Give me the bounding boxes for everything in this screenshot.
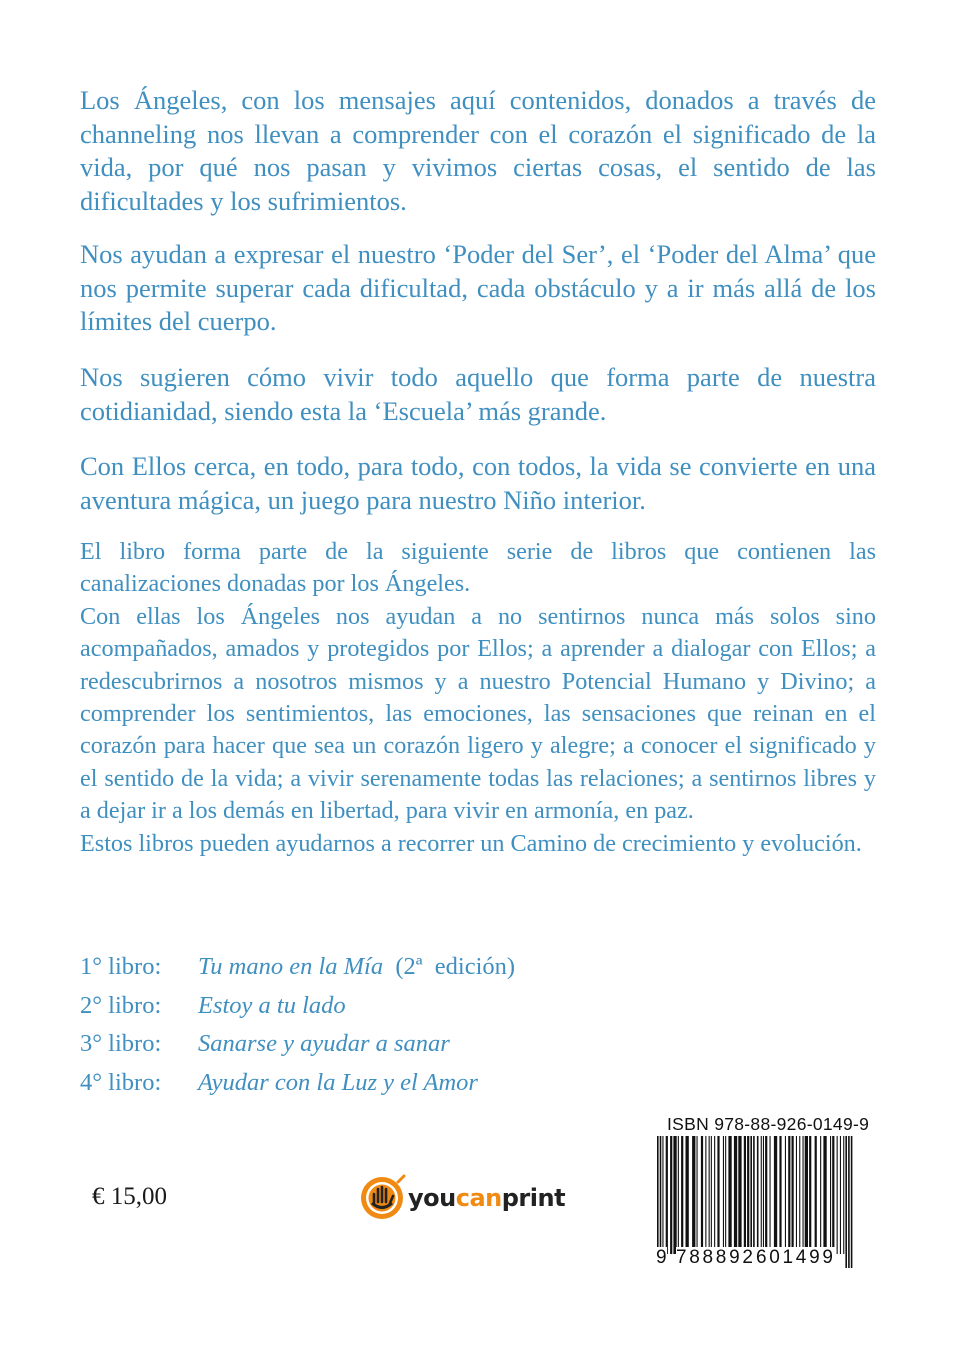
series-item-title: Tu mano en la Mía	[198, 953, 384, 980]
series-item-number: 4° libro:	[80, 1069, 162, 1097]
barcode-bar	[792, 1136, 794, 1254]
barcode-bar	[761, 1136, 762, 1254]
barcode-bar	[763, 1136, 764, 1254]
adventure-paragraph: Con Ellos cerca, en todo, para todo, con todos, la vida se convierte en una aventura mágica, un juego para nuestro Niño interior.	[80, 451, 876, 515]
barcode-bar	[840, 1136, 841, 1254]
publisher-name	[408, 1184, 565, 1212]
barcode-bar	[670, 1136, 672, 1254]
barcode-bar	[705, 1136, 706, 1254]
series-closing-text: Estos libros pueden ayudarnos a recorrer un Camino de crecimiento y evolución.	[80, 829, 862, 857]
barcode-bar	[725, 1136, 726, 1254]
barcode-bar	[666, 1136, 668, 1254]
barcode-bar	[692, 1136, 695, 1254]
barcode-bar	[774, 1136, 777, 1254]
barcode-left-digits: 788892	[676, 1247, 756, 1268]
barcode-bar	[697, 1136, 698, 1254]
publisher-logo	[358, 1174, 565, 1222]
barcode-bar	[851, 1136, 853, 1268]
barcode-bar	[788, 1136, 790, 1254]
barcode-bar	[799, 1136, 800, 1254]
series-item-title: Estoy a tu lado	[198, 991, 346, 1019]
publisher-name-prefix: you	[408, 1184, 456, 1212]
series-item	[80, 1064, 515, 1103]
series-item-number: 3° libro:	[80, 1030, 162, 1058]
series-description	[80, 536, 876, 860]
barcode-bar	[803, 1136, 804, 1254]
barcode-bar	[681, 1136, 683, 1254]
barcode-bar	[815, 1136, 817, 1254]
barcode-bar	[848, 1136, 850, 1268]
series-item-title: Sanarse y ayudar a sanar	[198, 1030, 450, 1058]
series-item-number: 2° libro:	[80, 991, 162, 1019]
barcode-bar	[747, 1136, 749, 1254]
barcode-right-digits: 601499	[756, 1247, 836, 1268]
barcode-bar	[765, 1136, 767, 1254]
barcode-bar	[717, 1136, 719, 1254]
barcode-bar	[673, 1136, 676, 1254]
intro-paragraph: Los Ángeles, con los mensajes aquí contenidos, donados a través de channeling nos llevan a comprender con el corazón el significado de la vida, por qué nos pasan y vivimos ciertas cosas, el sentido de las dificultades y los sufrimientos.	[80, 85, 876, 216]
barcode-bar	[728, 1136, 731, 1254]
series-item-edition: (2ª edición)	[383, 953, 516, 980]
barcode-bar	[843, 1136, 844, 1254]
book-series-list	[80, 948, 515, 1103]
price-label: € 15,00	[92, 1183, 167, 1210]
series-benefits-text: Con ellas los Ángeles nos ayudan a no sentirnos nunca más solos sino acompañados, amados y protegidos por Ellos; a aprender a dialogar con Ellos; a redescubrirnos a nosotros mismos y a nuestro Potencial Humano y Divino; a comprender los sentimientos, las emociones, las sensaciones que reinan en el corazón para hacer que sea un corazón ligero y alegre; a conocer el significado y el sentido de la vida; a vivir serenamente todas las relaciones; a sentirnos libres y a dejar ir a los demás en libertad, para vivir en armonía, en paz.	[80, 602, 876, 825]
isbn-label: ISBN 978-88-926-0149-9	[667, 1114, 870, 1134]
barcode-bar	[845, 1136, 847, 1268]
barcode-bar	[805, 1136, 808, 1254]
barcode-bar	[711, 1136, 712, 1254]
barcode-bar	[662, 1136, 663, 1254]
barcode-bar	[734, 1136, 737, 1254]
series-item	[80, 1025, 515, 1064]
barcode-bar	[830, 1136, 831, 1254]
series-item	[80, 948, 515, 987]
barcode-bar	[709, 1136, 710, 1254]
series-item-number: 1° libro:	[80, 953, 162, 980]
barcode-bar	[809, 1136, 811, 1254]
barcode-bar	[823, 1136, 826, 1254]
power-paragraph: Nos ayudan a expresar el nuestro ‘Poder del Ser’, el ‘Poder del Alma’ que nos permite superar cada dificultad, cada obstáculo y a ir más allá de los límites del cuerpo.	[80, 239, 876, 336]
barcode-bar	[723, 1136, 724, 1254]
series-item-title: Ayudar con la Luz y el Amor	[198, 1069, 478, 1097]
barcode-bar	[779, 1136, 781, 1254]
hand-logo-icon	[358, 1174, 406, 1222]
barcode-bar	[832, 1136, 834, 1254]
barcode-bar	[744, 1136, 746, 1254]
barcode-bar	[701, 1136, 703, 1254]
barcode-bar	[686, 1136, 689, 1254]
barcode-first-digit: 9	[656, 1247, 667, 1268]
barcode-bar	[770, 1136, 771, 1254]
barcode-bar	[785, 1136, 786, 1254]
publisher-name-highlight: can	[455, 1184, 502, 1212]
daily-life-paragraph: Nos sugieren cómo vivir todo aquello que forma parte de nuestra cotidianidad, siendo esta la ‘Escuela’ más grande.	[80, 362, 876, 426]
barcode-bar	[738, 1136, 741, 1254]
barcode-bar	[714, 1136, 715, 1254]
series-item	[80, 987, 515, 1026]
series-intro-text: El libro forma parte de la siguiente serie de libros que contienen las canalizaciones donadas por los Ángeles.	[80, 538, 876, 598]
barcode-bar	[796, 1136, 797, 1254]
publisher-name-suffix: print	[501, 1184, 566, 1212]
barcode-bar	[837, 1136, 838, 1254]
barcode-bar	[820, 1136, 821, 1254]
barcode-bar	[678, 1136, 679, 1254]
